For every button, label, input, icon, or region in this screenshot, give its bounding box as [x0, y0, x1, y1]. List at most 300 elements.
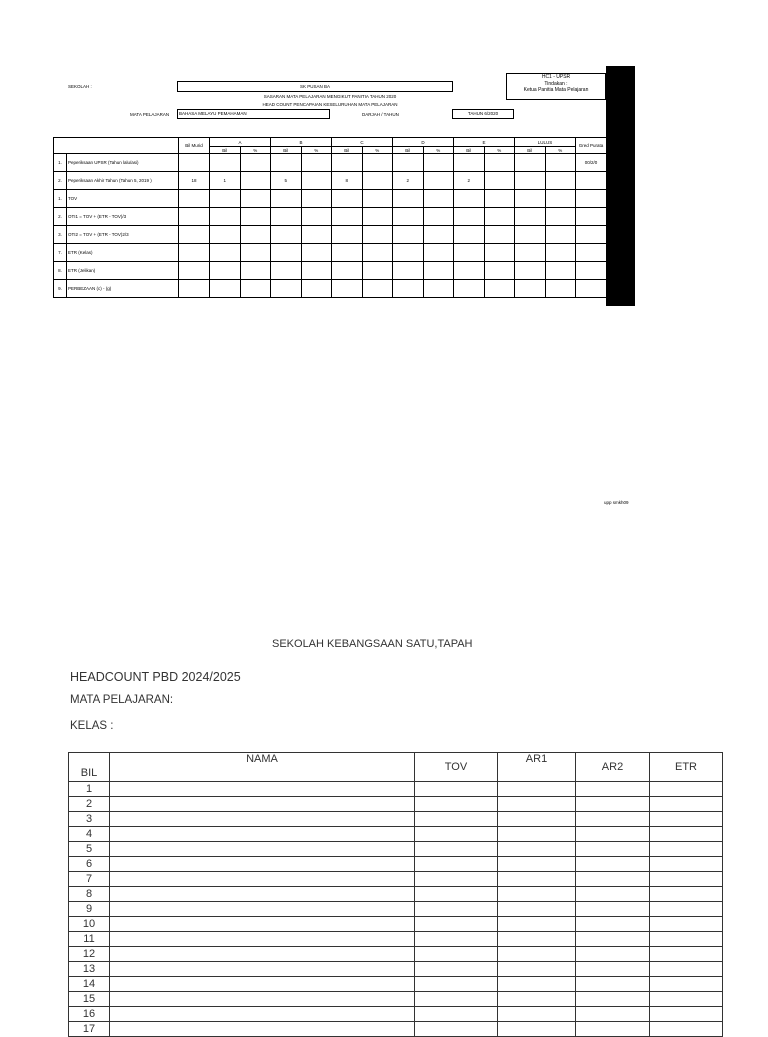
data-cell[interactable]	[484, 262, 515, 280]
student-row-number: 17	[69, 1022, 110, 1037]
subheader-pct: %	[484, 147, 515, 154]
etr-cell[interactable]	[650, 812, 723, 827]
data-cell[interactable]	[545, 172, 576, 190]
subheader-bil: Bil	[393, 147, 424, 154]
cell-gred-purata[interactable]	[576, 226, 607, 244]
ar2-cell[interactable]	[576, 947, 650, 962]
data-cell[interactable]	[362, 172, 393, 190]
etr-cell[interactable]	[650, 932, 723, 947]
nama-cell[interactable]	[110, 812, 415, 827]
tov-cell[interactable]	[415, 1007, 498, 1022]
row-label: ETR (Jelikan)	[67, 262, 179, 280]
data-cell[interactable]: 1	[210, 172, 241, 190]
student-row-number: 7	[69, 872, 110, 887]
data-cell[interactable]	[210, 244, 241, 262]
tov-cell[interactable]	[415, 782, 498, 797]
data-cell[interactable]	[515, 172, 546, 190]
cell-gred-purata[interactable]	[576, 280, 607, 298]
ar1-cell[interactable]	[498, 947, 576, 962]
etr-cell[interactable]	[650, 887, 723, 902]
data-cell[interactable]	[271, 226, 302, 244]
tov-cell[interactable]	[415, 962, 498, 977]
sekolah-label: SEKOLAH :	[68, 84, 92, 89]
data-cell[interactable]	[393, 262, 424, 280]
nama-cell[interactable]	[110, 947, 415, 962]
data-cell[interactable]	[210, 280, 241, 298]
cell-gred-purata[interactable]	[576, 208, 607, 226]
data-cell[interactable]	[545, 244, 576, 262]
data-cell[interactable]	[393, 226, 424, 244]
ar2-cell[interactable]	[576, 857, 650, 872]
ar1-cell[interactable]	[498, 887, 576, 902]
nama-cell[interactable]	[110, 992, 415, 1007]
nama-cell[interactable]	[110, 872, 415, 887]
etr-cell[interactable]	[650, 797, 723, 812]
ar2-cell[interactable]	[576, 917, 650, 932]
row-number: 7.	[54, 244, 67, 262]
data-cell[interactable]	[515, 208, 546, 226]
tov-cell[interactable]	[415, 977, 498, 992]
subheader-bil: Bil	[332, 147, 363, 154]
nama-cell[interactable]	[110, 932, 415, 947]
row-number: 8.	[54, 262, 67, 280]
data-cell[interactable]	[423, 172, 454, 190]
student-row-number: 11	[69, 932, 110, 947]
etr-cell[interactable]	[650, 962, 723, 977]
data-cell[interactable]	[332, 280, 363, 298]
col-ar2: AR2	[576, 753, 650, 782]
data-cell[interactable]	[454, 262, 485, 280]
mata-pelajaran-label: MATA PELAJARAN	[130, 112, 170, 117]
data-cell[interactable]	[484, 154, 515, 172]
ar1-cell[interactable]	[498, 902, 576, 917]
data-cell[interactable]	[484, 172, 515, 190]
data-cell[interactable]	[515, 226, 546, 244]
student-row-number: 15	[69, 992, 110, 1007]
ar2-cell[interactable]	[576, 1007, 650, 1022]
nama-cell[interactable]	[110, 797, 415, 812]
table-row	[54, 172, 607, 190]
data-cell[interactable]	[454, 154, 485, 172]
data-cell[interactable]	[240, 262, 271, 280]
row-label: OTI1 = TOV + (ETR - TOV)/3	[67, 208, 179, 226]
data-cell[interactable]	[393, 190, 424, 208]
student-row-number: 4	[69, 827, 110, 842]
etr-cell[interactable]	[650, 827, 723, 842]
data-cell[interactable]: 5	[271, 172, 302, 190]
student-row	[69, 962, 723, 977]
data-cell[interactable]	[332, 208, 363, 226]
data-cell[interactable]	[332, 190, 363, 208]
row-number: 9.	[54, 280, 67, 298]
data-cell[interactable]	[423, 244, 454, 262]
data-cell[interactable]	[210, 226, 241, 244]
table-row	[54, 262, 607, 280]
student-row	[69, 887, 723, 902]
ar2-cell[interactable]	[576, 782, 650, 797]
cell-bil-murid[interactable]	[179, 262, 210, 280]
data-cell[interactable]	[545, 208, 576, 226]
table-row	[54, 244, 607, 262]
data-cell[interactable]	[332, 262, 363, 280]
header-lulus: LULUS	[515, 138, 576, 147]
row-number: 1.	[54, 154, 67, 172]
data-cell[interactable]	[393, 280, 424, 298]
nama-cell[interactable]	[110, 962, 415, 977]
student-row-number: 2	[69, 797, 110, 812]
etr-cell[interactable]	[650, 947, 723, 962]
nama-cell[interactable]	[110, 902, 415, 917]
student-row-number: 9	[69, 902, 110, 917]
cell-bil-murid[interactable]	[179, 244, 210, 262]
etr-cell[interactable]	[650, 782, 723, 797]
kelas-heading: KELAS :	[70, 720, 114, 732]
ar2-cell[interactable]	[576, 797, 650, 812]
headcount-title: HEADCOUNT PBD 2024/2025	[70, 670, 241, 684]
etr-cell[interactable]	[650, 917, 723, 932]
data-cell[interactable]	[210, 154, 241, 172]
mata-pelajaran-heading: MATA PELAJARAN:	[70, 694, 174, 706]
row-number: 2.	[54, 208, 67, 226]
header-gred-purata: Gred Purata	[576, 138, 607, 154]
data-cell[interactable]	[545, 190, 576, 208]
data-cell[interactable]	[545, 154, 576, 172]
data-cell[interactable]	[210, 190, 241, 208]
subheader-bil: Bil	[454, 147, 485, 154]
ar1-cell[interactable]	[498, 857, 576, 872]
student-row	[69, 992, 723, 1007]
nama-cell[interactable]	[110, 842, 415, 857]
data-cell[interactable]	[362, 262, 393, 280]
etr-cell[interactable]	[650, 977, 723, 992]
data-cell[interactable]	[484, 244, 515, 262]
student-row-number: 12	[69, 947, 110, 962]
student-row-number: 6	[69, 857, 110, 872]
data-cell[interactable]: 2	[393, 172, 424, 190]
data-cell[interactable]	[301, 262, 332, 280]
data-cell[interactable]	[271, 208, 302, 226]
subheader-pct: %	[545, 147, 576, 154]
row-label: OTI2 = TOV + (ETR - TOV)2/3	[67, 226, 179, 244]
student-row-number: 5	[69, 842, 110, 857]
header-grade-d: D	[393, 138, 454, 147]
data-cell[interactable]	[484, 280, 515, 298]
ar1-cell[interactable]	[498, 1007, 576, 1022]
col-nama: NAMA	[110, 753, 415, 782]
etr-cell[interactable]	[650, 902, 723, 917]
row-number: 2.	[54, 172, 67, 190]
student-row	[69, 872, 723, 887]
etr-cell[interactable]	[650, 872, 723, 887]
data-cell[interactable]	[362, 280, 393, 298]
student-row	[69, 782, 723, 797]
ar2-cell[interactable]	[576, 842, 650, 857]
data-cell[interactable]	[484, 208, 515, 226]
headcount-table	[53, 137, 607, 298]
data-cell[interactable]	[240, 172, 271, 190]
col-ar1: AR1	[498, 753, 576, 782]
cell-bil-murid[interactable]	[179, 154, 210, 172]
student-row	[69, 857, 723, 872]
ar1-cell[interactable]	[498, 932, 576, 947]
sekolah-value: SK PUSAN BA	[299, 84, 330, 89]
tov-cell[interactable]	[415, 827, 498, 842]
tov-cell[interactable]	[415, 992, 498, 1007]
data-cell[interactable]	[515, 190, 546, 208]
header-blank	[54, 138, 179, 154]
cell-bil-murid[interactable]: 18	[179, 172, 210, 190]
data-cell[interactable]	[362, 154, 393, 172]
data-cell[interactable]	[484, 190, 515, 208]
student-row	[69, 947, 723, 962]
tov-cell[interactable]	[415, 872, 498, 887]
header-grade-c: C	[332, 138, 393, 147]
data-cell[interactable]	[423, 280, 454, 298]
ar2-cell[interactable]	[576, 962, 650, 977]
data-cell[interactable]	[454, 208, 485, 226]
mata-pelajaran-field[interactable]	[177, 109, 330, 119]
data-cell[interactable]	[423, 262, 454, 280]
data-cell[interactable]	[545, 262, 576, 280]
data-cell[interactable]	[210, 262, 241, 280]
sekolah-field[interactable]	[177, 81, 453, 92]
table-row	[54, 208, 607, 226]
nama-cell[interactable]	[110, 782, 415, 797]
data-cell[interactable]	[301, 226, 332, 244]
cell-gred-purata[interactable]	[576, 172, 607, 190]
tov-cell[interactable]	[415, 797, 498, 812]
data-cell[interactable]	[240, 208, 271, 226]
ar1-cell[interactable]	[498, 992, 576, 1007]
student-row	[69, 902, 723, 917]
table-row	[54, 154, 607, 172]
row-label: PERBEZAAN (c) - (g)	[67, 280, 179, 298]
cell-bil-murid[interactable]	[179, 226, 210, 244]
row-label: Peperiksaan Akhir Tahun (Tahun 5, 2019 )	[67, 172, 179, 190]
data-cell[interactable]	[271, 244, 302, 262]
ar1-cell[interactable]	[498, 977, 576, 992]
cell-gred-purata[interactable]	[576, 244, 607, 262]
table-header-row	[54, 138, 607, 147]
subheader-pct: %	[240, 147, 271, 154]
tov-cell[interactable]	[415, 917, 498, 932]
data-cell[interactable]	[454, 226, 485, 244]
nama-cell[interactable]	[110, 827, 415, 842]
col-etr: ETR	[650, 753, 723, 782]
header-grade-e: E	[454, 138, 515, 147]
ar1-cell[interactable]	[498, 827, 576, 842]
data-cell[interactable]	[271, 262, 302, 280]
student-row	[69, 1007, 723, 1022]
subheader-pct: %	[301, 147, 332, 154]
data-cell[interactable]	[393, 244, 424, 262]
student-table	[68, 752, 723, 1037]
student-row-number: 8	[69, 887, 110, 902]
ar2-cell[interactable]	[576, 902, 650, 917]
subheader-pct: %	[362, 147, 393, 154]
student-row	[69, 812, 723, 827]
data-cell[interactable]	[454, 280, 485, 298]
data-cell[interactable]	[484, 226, 515, 244]
row-label: ETR (Kelas)	[67, 244, 179, 262]
tov-cell[interactable]	[415, 902, 498, 917]
tahun-value: TAHUN 6/2020	[467, 111, 499, 116]
data-cell[interactable]	[362, 208, 393, 226]
data-cell[interactable]	[301, 208, 332, 226]
tov-cell[interactable]	[415, 842, 498, 857]
ar2-cell[interactable]	[576, 992, 650, 1007]
data-cell[interactable]	[332, 244, 363, 262]
header-bil-murid: Bil Murid	[179, 138, 210, 154]
nama-cell[interactable]	[110, 1007, 415, 1022]
tov-cell[interactable]	[415, 947, 498, 962]
student-row-number: 13	[69, 962, 110, 977]
data-cell[interactable]	[301, 172, 332, 190]
data-cell[interactable]	[301, 280, 332, 298]
ar2-cell[interactable]	[576, 887, 650, 902]
header-grade-b: B	[271, 138, 332, 147]
cell-bil-murid[interactable]	[179, 208, 210, 226]
cell-gred-purata[interactable]	[576, 190, 607, 208]
ar1-cell[interactable]	[498, 842, 576, 857]
row-label: Peperiksaan UPSR (Tahun lalu/asi)	[67, 154, 179, 172]
tov-cell[interactable]	[415, 887, 498, 902]
etr-cell[interactable]	[650, 857, 723, 872]
row-label: TOV	[67, 190, 179, 208]
hc1-title: HC1 - UPSR	[541, 74, 571, 80]
student-row	[69, 932, 723, 947]
data-cell[interactable]	[301, 244, 332, 262]
data-cell[interactable]	[515, 244, 546, 262]
data-cell[interactable]	[240, 154, 271, 172]
student-row	[69, 797, 723, 812]
student-table-header	[69, 753, 723, 782]
data-cell[interactable]	[545, 226, 576, 244]
cell-gred-purata[interactable]	[576, 262, 607, 280]
tahun-field[interactable]	[452, 109, 514, 119]
table-row	[54, 280, 607, 298]
data-cell[interactable]	[454, 190, 485, 208]
data-cell[interactable]	[362, 244, 393, 262]
data-cell[interactable]: 8	[332, 172, 363, 190]
data-cell[interactable]	[240, 244, 271, 262]
subtitle-1: SASARAN MATA PELAJARAN MENGIKUT PANITIA TAHUN 2020	[263, 94, 397, 99]
etr-cell[interactable]	[650, 1007, 723, 1022]
data-cell[interactable]	[240, 190, 271, 208]
data-cell[interactable]	[210, 208, 241, 226]
nama-cell[interactable]	[110, 977, 415, 992]
data-cell[interactable]	[393, 208, 424, 226]
col-tov: TOV	[415, 753, 498, 782]
ar1-cell[interactable]	[498, 812, 576, 827]
tov-cell[interactable]	[415, 857, 498, 872]
col-bil: BIL	[69, 753, 110, 782]
data-cell[interactable]	[271, 190, 302, 208]
ar2-cell[interactable]	[576, 812, 650, 827]
hc1-ketua-panitia: Ketua Panitia Mata Pelajaran	[523, 87, 589, 93]
student-row-number: 14	[69, 977, 110, 992]
data-cell[interactable]	[301, 154, 332, 172]
nama-cell[interactable]	[110, 857, 415, 872]
subheader-bil: Bil	[210, 147, 241, 154]
subheader-pct: %	[423, 147, 454, 154]
mata-pelajaran-value: BAHASA MELAYU PEMAHAMAN	[179, 111, 247, 116]
ar2-cell[interactable]	[576, 872, 650, 887]
footer-note: upp smkh09	[604, 500, 629, 505]
data-cell[interactable]	[515, 280, 546, 298]
data-cell[interactable]	[423, 190, 454, 208]
etr-cell[interactable]	[650, 842, 723, 857]
data-cell[interactable]	[515, 154, 546, 172]
student-row	[69, 977, 723, 992]
subtitle-2: HEAD COUNT PENCAPAIAN KESELURUHAN MATA PELAJARAN	[262, 102, 398, 107]
data-cell[interactable]	[362, 226, 393, 244]
data-cell[interactable]	[393, 154, 424, 172]
tov-cell[interactable]	[415, 932, 498, 947]
hc1-tindakan: Tindakan :	[544, 80, 568, 87]
ar2-cell[interactable]	[576, 827, 650, 842]
subheader-bil: Bil	[271, 147, 302, 154]
student-row-number: 10	[69, 917, 110, 932]
cell-bil-murid[interactable]	[179, 190, 210, 208]
data-cell[interactable]	[362, 190, 393, 208]
tov-cell[interactable]	[415, 812, 498, 827]
ar1-cell[interactable]	[498, 872, 576, 887]
school-name: SEKOLAH KEBANGSAAN SATU,TAPAH	[272, 638, 473, 650]
hc1-box	[506, 73, 606, 100]
data-cell[interactable]: 2	[454, 172, 485, 190]
table-row	[54, 190, 607, 208]
subheader-bil: Bil	[515, 147, 546, 154]
data-cell[interactable]	[271, 280, 302, 298]
ar1-cell[interactable]	[498, 962, 576, 977]
student-row	[69, 842, 723, 857]
darjah-label: DARJAH / TAHUN	[362, 112, 399, 117]
data-cell[interactable]	[454, 244, 485, 262]
data-cell[interactable]	[423, 226, 454, 244]
data-cell[interactable]	[301, 190, 332, 208]
student-row-number: 16	[69, 1007, 110, 1022]
data-cell[interactable]	[423, 208, 454, 226]
data-cell[interactable]	[515, 262, 546, 280]
nama-cell[interactable]	[110, 887, 415, 902]
ar1-cell[interactable]	[498, 917, 576, 932]
row-number: 3.	[54, 226, 67, 244]
student-row-number: 3	[69, 812, 110, 827]
data-cell[interactable]	[240, 280, 271, 298]
data-cell[interactable]	[545, 280, 576, 298]
data-cell[interactable]	[332, 226, 363, 244]
ar1-cell[interactable]	[498, 797, 576, 812]
ar2-cell[interactable]	[576, 977, 650, 992]
ar2-cell[interactable]	[576, 932, 650, 947]
data-cell[interactable]	[271, 154, 302, 172]
black-sidebar	[606, 66, 635, 306]
data-cell[interactable]	[332, 154, 363, 172]
nama-cell[interactable]	[110, 917, 415, 932]
data-cell[interactable]	[240, 226, 271, 244]
header-grade-a: A	[210, 138, 271, 147]
table-row	[54, 226, 607, 244]
cell-gred-purata[interactable]: 00/2/0	[576, 154, 607, 172]
student-row	[69, 827, 723, 842]
data-cell[interactable]	[423, 154, 454, 172]
cell-bil-murid[interactable]	[179, 280, 210, 298]
ar1-cell[interactable]	[498, 782, 576, 797]
student-row-number: 1	[69, 782, 110, 797]
student-row	[69, 917, 723, 932]
etr-cell[interactable]	[650, 992, 723, 1007]
